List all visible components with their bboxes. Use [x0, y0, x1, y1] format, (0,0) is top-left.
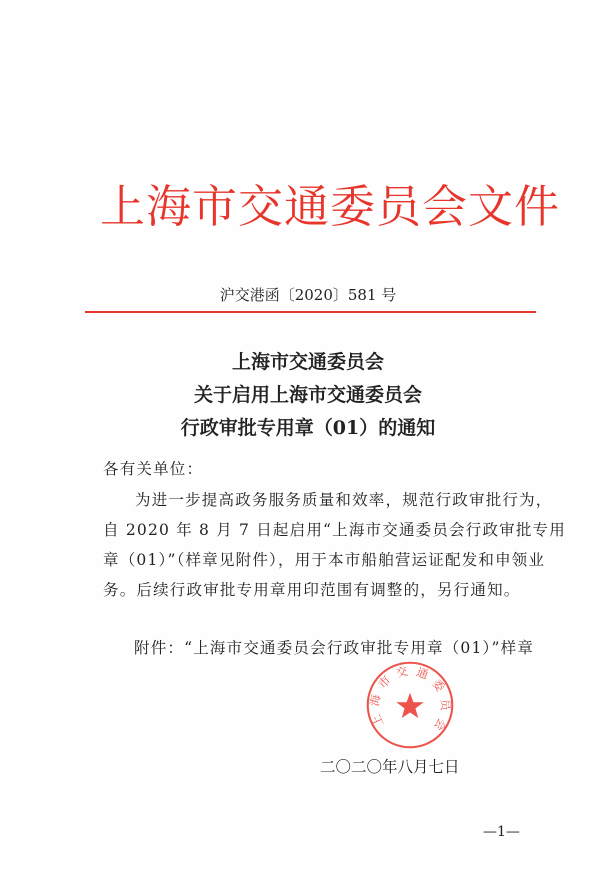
heading-line-1: 上海市交通委员会: [231, 351, 384, 373]
svg-text:上海市交通委员会: 上海市交通委员会: [367, 663, 453, 734]
body-line-3: 章（01）”（样章见附件），用于本市船舶营运证配发和申领业: [103, 551, 546, 569]
body-line-1: 为进一步提高政务服务质量和效率，规范行政审批行为，: [135, 491, 553, 509]
salutation: 各有关单位：: [103, 460, 204, 478]
heading-line-2: 关于启用上海市交通委员会: [193, 384, 422, 406]
attachment-note: 附件：“上海市交通委员会行政审批专用章（01）”样章: [134, 639, 535, 657]
star-icon: [396, 693, 423, 718]
body-line-4: 务。后续行政审批专用章用印范围有调整的，另行通知。: [103, 581, 521, 599]
heading-line-3: 行政审批专用章（01）的通知: [180, 417, 436, 439]
document-number: 沪交港函〔2020〕581 号: [219, 286, 397, 304]
date: 二〇二〇年八月七日: [320, 758, 460, 776]
red-divider: [85, 311, 536, 313]
document-title: 上海市交通委员会文件: [100, 180, 561, 233]
body-line-2: 自 2020 年 8 月 7 日起启用“上海市交通委员会行政审批专用: [103, 521, 566, 539]
official-seal: [365, 660, 455, 750]
page-number: —1—: [483, 824, 520, 840]
